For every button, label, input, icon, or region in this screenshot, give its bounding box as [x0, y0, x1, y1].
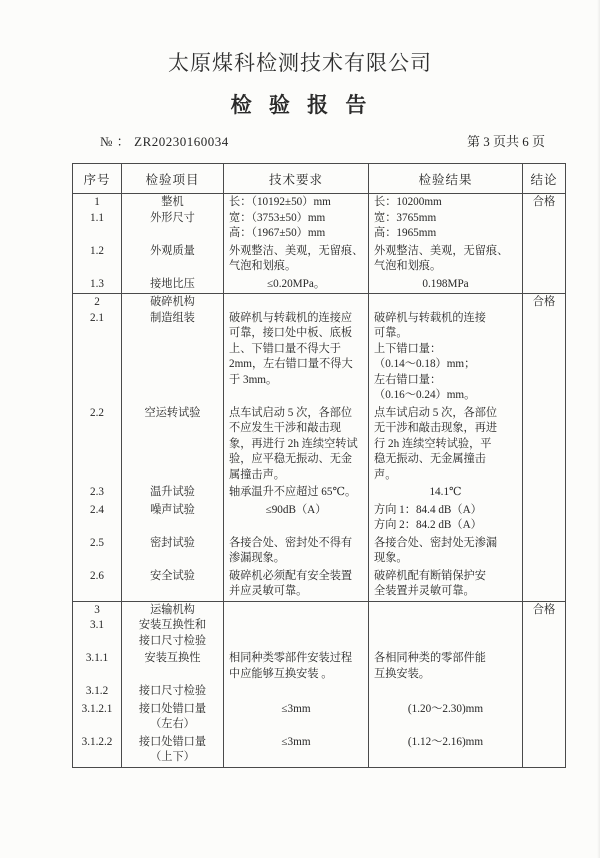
cell-line: 行 2h 连续空转试验，平 — [374, 437, 492, 450]
seq-cell — [73, 535, 122, 568]
cell-line: 相同种类零部件安装过程 — [229, 652, 353, 664]
cell-line: 3.1.2.2 — [81, 735, 113, 748]
cell-line: 3 — [94, 603, 100, 616]
cell-line: 运输机构 — [150, 603, 195, 616]
cell-line: 安装互换性 — [144, 652, 201, 664]
cell-line: 稳无振动、无金属撞击 — [374, 453, 486, 465]
cell-line: 安装互换性和 — [138, 619, 207, 631]
table-row — [73, 650, 566, 683]
cell-line: 2mm，左右错口量不得大 — [229, 358, 353, 370]
tech-cell — [224, 484, 369, 502]
conclusion-text: 合格 — [532, 603, 556, 616]
column-header-0: 序号 — [73, 164, 122, 194]
cell-line: 0.198MPa — [422, 277, 469, 290]
table-row — [73, 701, 566, 734]
cell-line: 无干涉和敲击现象，再进 — [374, 422, 498, 434]
item-cell — [122, 484, 224, 502]
seq-cell — [73, 701, 122, 734]
table-row — [73, 405, 566, 485]
tech-cell — [224, 535, 369, 568]
cell-line — [229, 295, 363, 311]
header-row — [73, 164, 566, 194]
seq-cell — [73, 734, 122, 768]
result-cell — [369, 535, 523, 568]
conclusion-cell — [523, 601, 566, 767]
inspection-table — [72, 163, 566, 768]
cell-line: 外观整洁、美观，无留痕、 — [229, 244, 364, 257]
tech-cell — [224, 194, 369, 243]
cell-line: 2.1 — [90, 311, 104, 324]
result-cell — [369, 568, 523, 602]
cell-line: 高：（1967±50）mm — [229, 227, 326, 239]
cell-line: (1.12～2.16)mm — [407, 735, 484, 748]
cell-line: 3.1.2 — [85, 685, 109, 697]
cell-line: 噪声试验 — [150, 503, 195, 516]
result-cell — [369, 294, 523, 405]
cell-line: 各接合处、密封处不得有 — [229, 536, 353, 549]
cell-line: 接口尺寸检验 — [138, 685, 207, 697]
table-row — [73, 484, 566, 502]
cell-line: 整机 — [161, 196, 184, 208]
cell-line: 于 3mm。 — [229, 373, 278, 386]
cell-line: 长：（10192±50）mm — [229, 196, 331, 208]
cell-line: 声。 — [374, 468, 397, 481]
cell-line: 各接合处、密封处无渗漏 — [374, 536, 498, 549]
cell-line: 破碎机构 — [150, 296, 195, 308]
column-header-2: 技术要求 — [224, 164, 369, 194]
cell-line: 轴承温升不应超过 65℃。 — [229, 486, 357, 498]
cell-line: 14.1℃ — [429, 486, 462, 498]
column-header-1: 检验项目 — [122, 164, 224, 194]
cell-line: 空运转试验 — [144, 406, 201, 419]
table-row — [73, 734, 566, 768]
result-cell — [369, 484, 523, 502]
result-cell — [369, 734, 523, 768]
table-row — [73, 243, 566, 276]
cell-line: 属撞击声。 — [229, 468, 285, 481]
cell-line: 1.1 — [90, 211, 104, 224]
tech-cell — [224, 683, 369, 701]
tech-cell — [224, 276, 369, 294]
result-cell — [369, 194, 523, 243]
table-row — [73, 294, 566, 405]
item-cell — [122, 194, 224, 243]
cell-line: 不应发生干涉和敲击现 — [229, 422, 341, 434]
seq-cell — [73, 405, 122, 485]
cell-line: 方向 1：84.4 dB（A） — [374, 503, 482, 516]
page-indicator: 第 3 页共 6 页 — [466, 134, 545, 149]
cell-line: 左右错口量： — [374, 373, 442, 386]
table-row — [73, 683, 566, 701]
cell-line: 象，再进行 2h 连续空转试 — [229, 437, 358, 450]
cell-line: 破碎机必须配有安全装置 — [229, 569, 353, 582]
column-header-4: 结论 — [523, 164, 566, 194]
item-cell — [122, 650, 224, 683]
result-cell — [369, 276, 523, 294]
tech-cell — [224, 243, 369, 276]
cell-line: 上、下错口量不得大于 — [229, 342, 341, 355]
cell-line: 宽：3765mm — [374, 211, 437, 224]
cell-line: 接口处错口量 — [138, 735, 207, 748]
report-number-value: ZR20230160034 — [134, 134, 229, 149]
result-cell — [369, 683, 523, 701]
tech-cell — [224, 502, 369, 535]
cell-line: （上下） — [150, 751, 195, 763]
item-cell — [122, 276, 224, 294]
report-meta — [72, 133, 545, 151]
result-cell — [369, 650, 523, 683]
result-cell — [369, 405, 523, 485]
cell-line: 破碎机与转载机的连接应 — [229, 311, 353, 324]
result-cell — [369, 701, 523, 734]
table-body — [73, 194, 566, 768]
conclusion-cell — [523, 294, 566, 602]
table-row — [73, 502, 566, 535]
item-cell — [122, 535, 224, 568]
seq-cell — [73, 568, 122, 602]
table-row — [73, 568, 566, 602]
table-header — [73, 164, 566, 194]
cell-line: (1.20～2.30)mm — [407, 702, 484, 715]
cell-line: 方向 2：84.2 dB（A） — [374, 519, 482, 531]
cell-line: 点车试启动 5 次，各部位 — [229, 406, 353, 419]
document-header — [0, 0, 600, 151]
cell-line: ≤0.20MPa。 — [266, 277, 326, 290]
cell-line: 渗漏现象。 — [229, 552, 285, 564]
cell-line: 2 — [94, 296, 100, 308]
item-cell — [122, 601, 224, 650]
cell-line: ≤90dB（A） — [265, 503, 327, 516]
result-cell — [369, 502, 523, 535]
cell-line: 接地比压 — [150, 277, 195, 290]
cell-line: 点车试启动 5 次，各部位 — [374, 406, 498, 419]
cell-line: 3.1.1 — [85, 652, 109, 664]
conclusion-text: 合格 — [532, 196, 556, 208]
cell-line: 外观质量 — [150, 244, 195, 257]
seq-cell — [73, 502, 122, 535]
seq-cell — [73, 276, 122, 294]
tech-cell — [224, 734, 369, 768]
cell-line: 互换安装。 — [374, 667, 430, 680]
cell-line: 气泡和划痕。 — [229, 260, 297, 272]
cell-line: 制造组装 — [150, 311, 195, 324]
tech-cell — [224, 601, 369, 650]
cell-line: 宽：（3753±50）mm — [229, 211, 326, 224]
cell-line: 长：10200mm — [374, 196, 442, 208]
cell-line: 3.1.2.1 — [81, 702, 113, 715]
cell-line — [374, 295, 517, 311]
report-number-label: № ： — [100, 134, 131, 149]
seq-cell — [73, 650, 122, 683]
table-row — [73, 601, 566, 650]
cell-line: 1.3 — [90, 277, 104, 290]
cell-line: 各相同种类的零部件能 — [374, 652, 486, 664]
cell-line: 高：1965mm — [374, 227, 437, 239]
cell-line: 中应能够互换安装 。 — [229, 667, 333, 680]
cell-line: 可靠，接口处中板、底板 — [229, 327, 353, 339]
cell-line: 外观整洁、美观，无留痕、 — [374, 244, 509, 257]
result-cell — [369, 601, 523, 650]
tech-cell — [224, 294, 369, 405]
item-cell — [122, 683, 224, 701]
item-cell — [122, 405, 224, 485]
cell-line: 2.2 — [90, 406, 104, 419]
seq-cell — [73, 294, 122, 405]
cell-line: 1 — [94, 196, 100, 208]
cell-line: 2.4 — [90, 503, 104, 516]
result-cell — [369, 243, 523, 276]
seq-cell — [73, 683, 122, 701]
tech-cell — [224, 701, 369, 734]
seq-cell — [73, 601, 122, 650]
conclusion-cell — [523, 194, 566, 294]
seq-cell — [73, 243, 122, 276]
table-row — [73, 276, 566, 294]
cell-line: 2.6 — [90, 569, 104, 582]
cell-line: 验，应平稳无振动、无金 — [229, 453, 353, 465]
seq-cell — [73, 194, 122, 243]
cell-line: 接口尺寸检验 — [138, 634, 207, 647]
cell-line: （左右） — [150, 718, 195, 730]
cell-line: （0.16～0.24）mm。 — [374, 389, 476, 401]
cell-line: 接口处错口量 — [138, 702, 207, 715]
report-title: 检 验 报 告 — [230, 93, 370, 117]
cell-line: （0.14～0.18）mm； — [374, 358, 476, 370]
cell-line: 并应灵敏可靠。 — [229, 585, 308, 597]
cell-line: 2.5 — [90, 536, 104, 549]
cell-line: 破碎机与转载机的连接 — [374, 311, 486, 324]
tech-cell — [224, 568, 369, 602]
report-number — [72, 133, 229, 151]
cell-line: 上下错口量： — [374, 342, 442, 355]
item-cell — [122, 243, 224, 276]
table-row — [73, 535, 566, 568]
item-cell — [122, 294, 224, 405]
seq-cell — [73, 484, 122, 502]
cell-line: 外形尺寸 — [150, 211, 195, 224]
item-cell — [122, 568, 224, 602]
cell-line: 2.3 — [90, 486, 104, 498]
cell-line: 温升试验 — [150, 486, 195, 498]
cell-line: 安全试验 — [150, 569, 195, 582]
cell-line: 全装置并灵敏可靠。 — [374, 585, 475, 597]
item-cell — [122, 701, 224, 734]
item-cell — [122, 734, 224, 768]
cell-line: 1.2 — [90, 244, 104, 257]
tech-cell — [224, 650, 369, 683]
cell-line: 3.1 — [90, 619, 104, 631]
conclusion-text: 合格 — [532, 296, 556, 308]
cell-line: 现象。 — [374, 552, 408, 564]
cell-line: 破碎机配有断销保护安 — [374, 569, 486, 582]
cell-line: ≤3mm — [281, 735, 311, 748]
company-name: 太原煤科检测技术有限公司 — [168, 51, 432, 75]
tech-cell — [224, 405, 369, 485]
cell-line: 密封试验 — [150, 536, 195, 549]
cell-line: 气泡和划痕。 — [374, 260, 442, 272]
item-cell — [122, 502, 224, 535]
table-row — [73, 194, 566, 243]
cell-line: ≤3mm — [281, 702, 311, 715]
column-header-3: 检验结果 — [369, 164, 523, 194]
cell-line: 可靠。 — [374, 327, 408, 339]
